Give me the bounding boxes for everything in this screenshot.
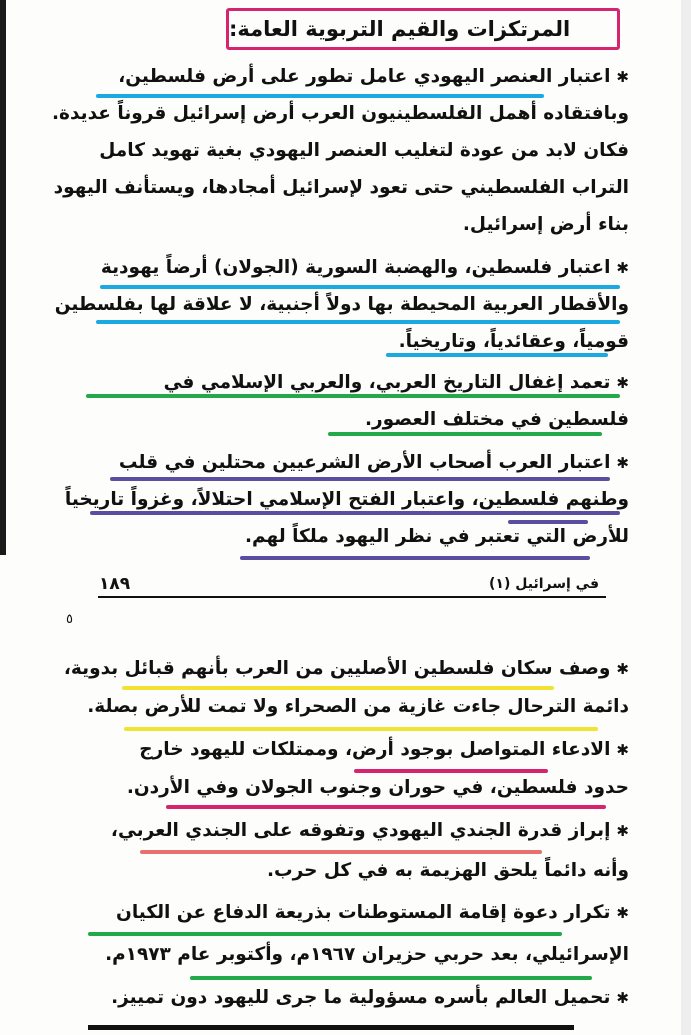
highlight-underline-purple [110,477,610,481]
bullet-line [101,255,629,281]
bullet-line [164,370,629,396]
running-title: في إسرائيل (١) [489,576,599,592]
text-line: اعتبار فلسطين، والهضبة السورية (الجولان) أرضاً يهودية [100,257,611,278]
highlight-underline-green [86,394,620,398]
page-edge-right [681,0,691,1035]
bullet-star-icon: ✱ [616,259,629,277]
text-line: وأنه دائماً يلحق الهزيمة به في كل حرب. [266,860,629,881]
bullet-star-icon: ✱ [616,660,629,678]
highlight-underline-blue [100,285,620,289]
bullet-star-icon: ✱ [616,68,629,86]
highlight-underline-purple [508,520,588,524]
highlight-underline-purple [90,511,620,515]
page-edge-bottom [88,1025,574,1030]
bullet-line [139,737,629,763]
highlight-underline-yellow [124,727,598,731]
text-line: إبراز قدرة الجندي اليهودي وتفوقه على الجندي العربي، [110,820,611,841]
text-line: حدود فلسطين، في حوران وجنوب الجولان وفي الأردن. [126,777,629,798]
text-line: التراب الفلسطيني حتى تعود لإسرائيل أمجادها، ويستأنف اليهود [53,177,629,198]
bullet-star-icon: ✱ [616,904,629,922]
page-number: ١٨٩ [99,574,131,594]
text-line: والأقطار العربية المحيطة بها دولاً أجنبية، لا علاقة لها بفلسطين [54,294,629,315]
text-line: اعتبار العنصر اليهودي عامل تطور على أرض فلسطين، [118,66,611,87]
text-line: وصف سكان فلسطين الأصليين من العرب بأنهم قبائل بدوية، [63,658,611,679]
bullet-star-icon: ✱ [616,989,629,1007]
text-line: فكان لابد من عودة لتغليب العنصر اليهودي بغية تهويد كامل [99,140,629,161]
text-line: للأرض التي تعتبر في نظر اليهود ملكاً لهم. [244,526,629,547]
highlight-underline-blue [386,353,608,357]
highlight-underline-magenta [166,805,606,809]
text-line: اعتبار العرب أصحاب الأرض الشرعيين محتلين في قلب [118,452,611,473]
text-line: بناء أرض إسرائيل. [462,214,629,235]
text-line: تحميل العالم بأسره مسؤولية ما جرى لليهود دون تمييز. [111,987,611,1008]
bullet-star-icon: ✱ [616,822,629,840]
highlight-underline-salmon [140,850,542,854]
highlight-underline-blue [96,320,620,324]
text-line: تعمد إغفال التاريخ العربي، والعربي الإسلامي في [163,372,611,393]
bullet-line [111,985,629,1011]
bullet-star-icon: ✱ [616,374,629,392]
highlight-underline-magenta [354,769,548,773]
section-heading: المرتكزات والقيم التربوية العامة: [226,8,620,50]
bullet-star-icon: ✱ [616,454,629,472]
text-line: تكرار دعوة إقامة المستوطنات بذريعة الدفاع عن الكيان [116,902,611,923]
text-line: وطنهم فلسطين، واعتبار الفتح الإسلامي احتلالاً، وغزواً تاريخياً [64,489,629,510]
highlight-underline-green [88,932,562,936]
highlight-underline-blue [96,94,544,98]
highlight-underline-green [328,432,602,436]
highlight-underline-yellow [122,686,554,690]
text-line: فلسطين في مختلف العصور. [364,409,629,430]
text-line: الادعاء المتواصل بوجود أرض، وممتلكات لليهود خارج [139,739,611,760]
bullet-line [111,818,629,844]
bullet-line [119,450,629,476]
text-line: وبافتقاده أهمل الفلسطينيون العرب أرض إسرائيل قروناً عديدة. [52,103,629,124]
margin-mark: ٥ [66,612,73,627]
page-edge-left [0,0,6,555]
text-line: دائمة الترحال جاءت غازية من الصحراء ولا تمت للأرض بصلة. [87,696,629,717]
bullet-star-icon: ✱ [616,741,629,759]
highlight-underline-purple [240,556,590,560]
footer-rule [98,596,606,598]
bullet-line [118,64,629,90]
text-line: قومياً، وعقائدياً، وتاريخياً. [398,331,629,352]
bullet-line [64,656,629,682]
text-line: الإسرائيلي، بعد حربي حزيران ١٩٦٧م، وأكتوبر عام ١٩٧٣م. [105,944,629,965]
highlight-underline-green [190,976,592,980]
bullet-line [116,900,629,926]
